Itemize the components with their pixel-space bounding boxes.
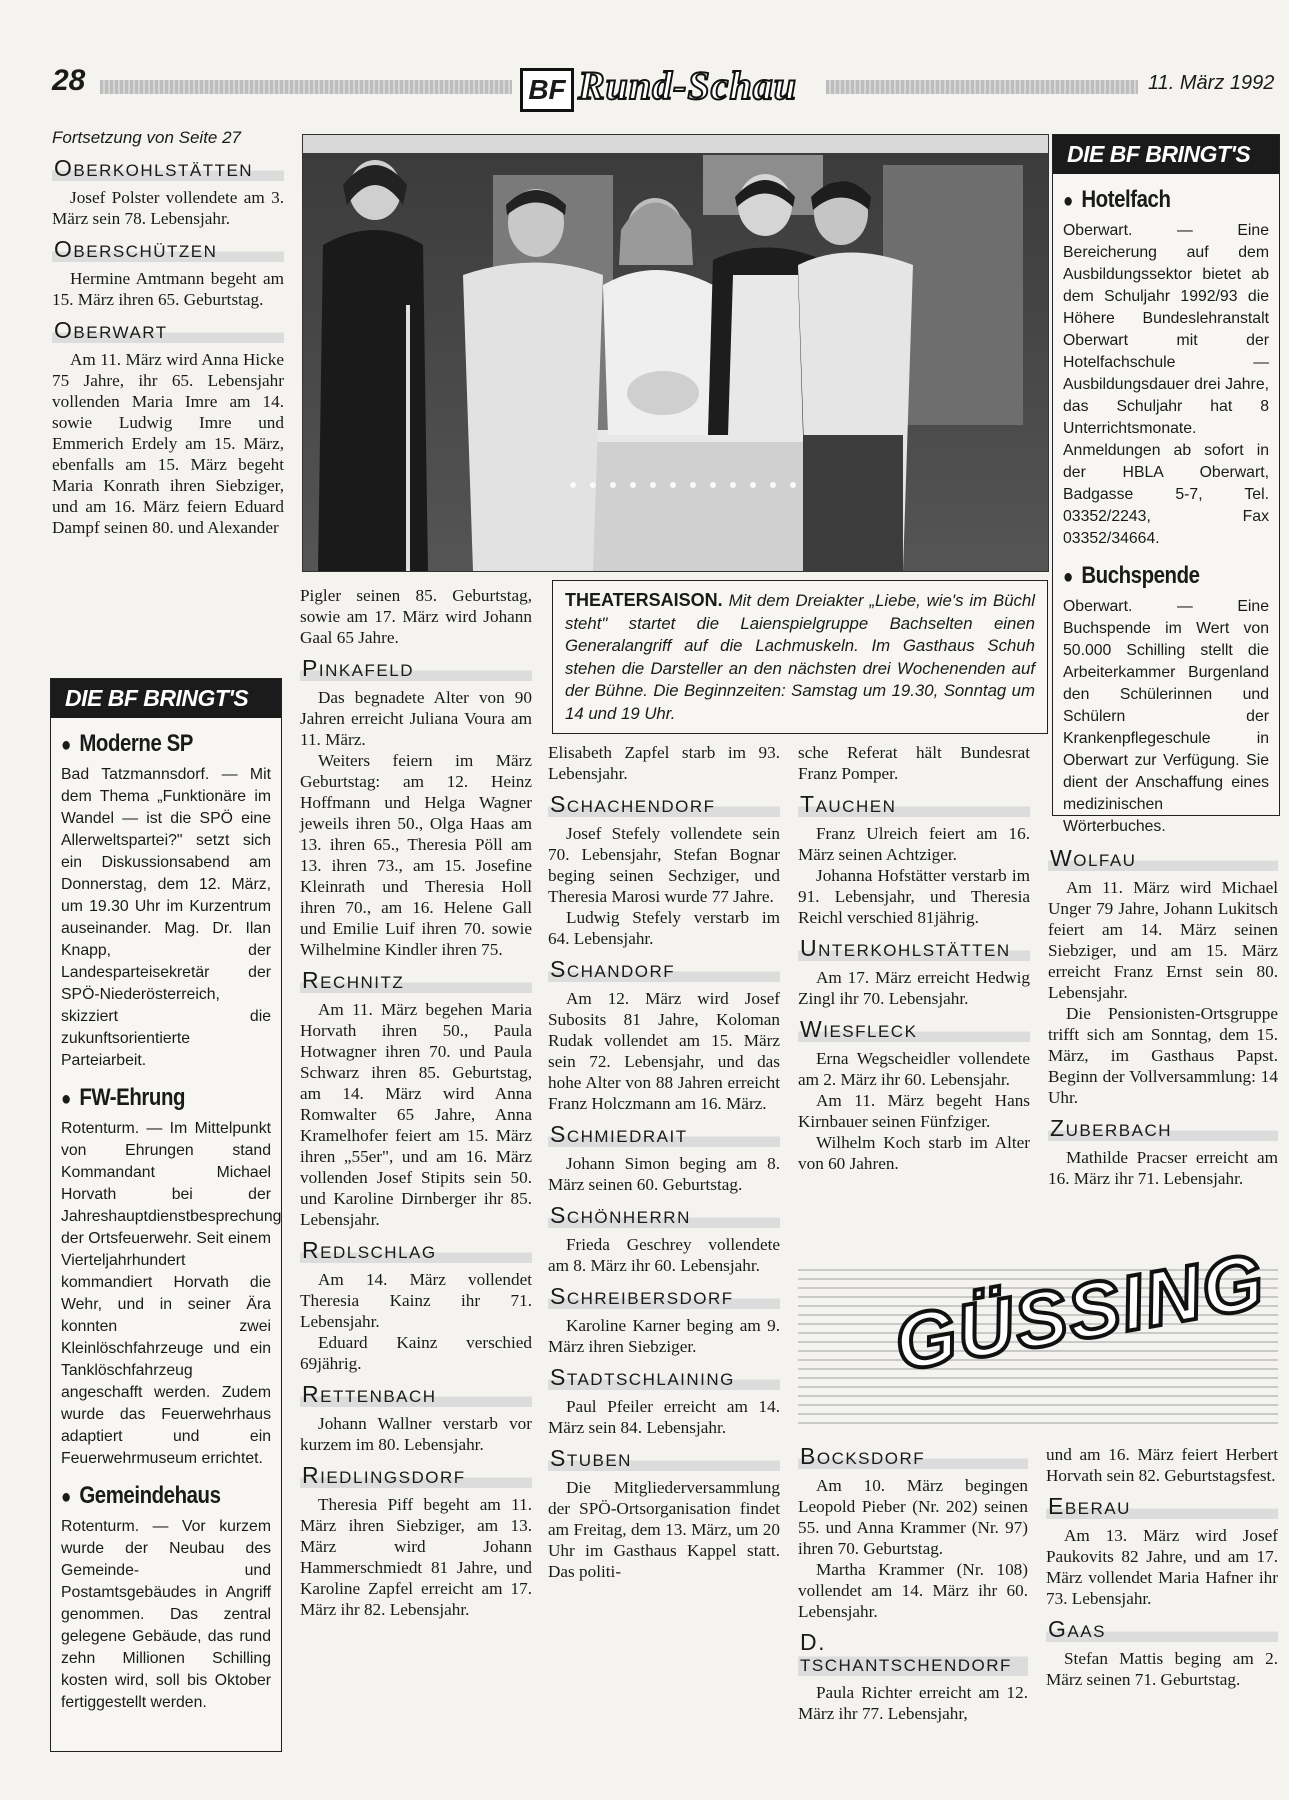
town-heading: OBERKOHLSTÄTTEN xyxy=(52,156,284,181)
town-paragraph: Franz Ulreich feiert am 16. März seinen Achtziger. xyxy=(798,824,1030,864)
column-6 xyxy=(798,1436,1028,1724)
town-paragraph: Paula Richter erreicht am 12. März ihr 77. Lebensjahr, xyxy=(798,1683,1028,1723)
article-continuation: Pigler seinen 85. Geburtstag, sowie am 17. März wird Johann Gaal 65 Jahre. xyxy=(300,586,532,647)
town-paragraph: Am 14. März vollendet Theresia Kainz ihr 71. Lebensjahr. xyxy=(300,1270,532,1331)
column-6-text xyxy=(798,1444,1028,1724)
town-paragraph: Am 12. März wird Josef Subosits 81 Jahre, Koloman Rudak vollendet am 15. März sein 72. Lebensjahr, und das hohe Alter von 88 Jahren erreicht Franz Holczmann am 16. März. xyxy=(548,989,780,1113)
town-heading: REDLSCHLAG xyxy=(300,1238,532,1263)
column-5-text xyxy=(1048,846,1278,1189)
town-paragraph: Johann Wallner verstarb vor kurzem im 80. Lebensjahr. xyxy=(300,1414,532,1454)
promo-box-items xyxy=(51,730,281,1714)
town-heading: UNTERKOHLSTÄTTEN xyxy=(798,936,1030,961)
town-paragraph: Mathilde Pracser erreicht am 16. März ihr 71. Lebensjahr. xyxy=(1048,1148,1278,1188)
region-banner: GÜSSING xyxy=(888,1236,1272,1388)
town-paragraph: Paul Pfeiler erreicht am 14. März sein 84. Lebensjahr. xyxy=(548,1397,780,1437)
town-paragraph: Erna Wegscheidler vollendete am 2. März ihr 60. Lebensjahr. xyxy=(798,1049,1030,1089)
article-continuation: Elisabeth Zapfel starb im 93. Lebensjahr. xyxy=(548,743,780,783)
town-heading: GAAS xyxy=(1046,1617,1278,1642)
photo-caption xyxy=(552,580,1048,734)
header-rule-right xyxy=(826,80,1138,94)
column-1 xyxy=(52,128,284,538)
column-3 xyxy=(548,742,780,1582)
theatre-photo xyxy=(302,134,1049,572)
town-heading: EBERAU xyxy=(1046,1494,1278,1519)
town-paragraph: Am 10. März begingen Leopold Pieber (Nr. 202) seinen 55. und Anna Krammer (Nr. 97) ihren 70. Geburtstag. xyxy=(798,1476,1028,1558)
page-number: 28 xyxy=(52,64,86,97)
promo-item-heading: ● Hotelfach xyxy=(1063,186,1247,214)
town-heading: SCHANDORF xyxy=(548,957,780,982)
promo-item-heading: ● Moderne SP xyxy=(61,730,248,758)
town-paragraph: Das begnadete Alter von 90 Jahren erreicht Juliana Voura am 11. März. xyxy=(300,688,532,749)
town-heading: TAUCHEN xyxy=(798,792,1030,817)
town-heading: STADTSCHLAINING xyxy=(548,1365,780,1390)
promo-box-title: DIE BF BRINGT'S xyxy=(51,679,281,718)
column-2-text xyxy=(300,585,532,1620)
town-paragraph: Johanna Hofstätter verstarb im 91. Lebensjahr, und Theresia Reichl verschied 81jährig. xyxy=(798,866,1030,927)
logo-badge: BF xyxy=(520,68,574,112)
town-heading: STUBEN xyxy=(548,1446,780,1471)
town-paragraph: Am 11. März begeht Hans Kirnbauer seinen Fünfziger. xyxy=(798,1091,1030,1131)
logo-wordmark: Rund-Schau xyxy=(578,63,797,108)
town-heading: PINKAFELD xyxy=(300,656,532,681)
town-paragraph: Wilhelm Koch starb im Alter von 60 Jahren. xyxy=(798,1133,1030,1173)
column-7 xyxy=(1046,1444,1278,1690)
promo-box-items xyxy=(1053,186,1279,838)
town-paragraph: Theresia Piff begeht am 11. März ihren Siebziger, am 13. März wird Johann Hammerschmiedt 81 Jahre, und Karoline Zapfel erreicht am 17. März ihr 82. Lebensjahr. xyxy=(300,1495,532,1619)
continued-note: Fortsetzung von Seite 27 xyxy=(52,128,242,147)
promo-box-left xyxy=(50,678,282,1752)
town-paragraph: Am 13. März wird Josef Paukovits 82 Jahre, und am 17. März vollendet Maria Hafner ihr 73. Lebensjahr. xyxy=(1046,1526,1278,1608)
town-heading: SCHMIEDRAIT xyxy=(548,1122,780,1147)
town-paragraph: Josef Polster vollendete am 3. März sein 78. Lebensjahr. xyxy=(52,188,284,228)
town-paragraph: Hermine Amtmann begeht am 15. März ihren 65. Geburtstag. xyxy=(52,269,284,309)
article-continuation: und am 16. März feiert Herbert Horvath sein 82. Geburtstagsfest. xyxy=(1046,1445,1278,1485)
promo-item-heading: ● Gemeindehaus xyxy=(61,1482,248,1510)
promo-box-right xyxy=(1052,134,1280,835)
town-paragraph: Karoline Karner beging am 9. März ihren Siebziger. xyxy=(548,1316,780,1356)
promo-item-text: Rotenturm. — Vor kurzem wurde der Neubau des Gemeinde- und Postamtsgebäudes in Angriff genommen. Das zentral gelegene Gebäude, das rund zehn Millionen Schilling kosten wird, soll bis Oktober fertiggestellt werden. xyxy=(61,1518,271,1711)
column-4-text xyxy=(798,742,1030,1174)
town-heading: SCHREIBERSDORF xyxy=(548,1284,780,1309)
caption-lead: THEATERSAISON. xyxy=(565,590,723,610)
town-heading: SCHACHENDORF xyxy=(548,792,780,817)
column-5 xyxy=(1048,838,1278,1189)
promo-item-heading: ● Buchspende xyxy=(1063,562,1247,590)
town-heading: WIESFLECK xyxy=(798,1017,1030,1042)
town-paragraph: Die Pensionisten-Ortsgruppe trifft sich am Sonntag, dem 15. März, im Gasthaus Papst. Beginn der Vollversammlung: 14 Uhr. xyxy=(1048,1004,1278,1107)
town-paragraph: Am 11. März begehen Maria Horvath ihren 50., Paula Hotwagner ihren 70. und Paula Schwarz ihren 85. Geburtstag, am 14. März wird Anna Romwalter 65 Jahre, Anna Kramelhofer feiert am 15. März ihren „55er", und am 16. März vollenden Josef Stipits sein 50. und Karoline Dirnberger ihr 85. Lebensjahr. xyxy=(300,1000,532,1229)
town-heading: SCHÖNHERRN xyxy=(548,1203,780,1228)
town-heading: OBERSCHÜTZEN xyxy=(52,237,284,262)
town-paragraph: Johann Simon beging am 8. März seinen 60. Geburtstag. xyxy=(548,1154,780,1194)
promo-item-text: Bad Tatzmannsdorf. — Mit dem Thema „Funktionäre im Wandel — ist die SPÖ eine Allerweltspartei?" setzt sich ein Diskussionsabend am Donnerstag, dem 12. März, um 19.30 Uhr im Kurzentrum auseinander. Mag. Dr. Ilan Knapp, der Landesparteisekretär der SPÖ-Niederösterreich, skizziert die zukunftsorientierte Parteiarbeit. xyxy=(61,766,271,1069)
town-paragraph: Frieda Geschrey vollendete am 8. März ihr 60. Lebensjahr. xyxy=(548,1235,780,1275)
photo-illustration xyxy=(303,135,1048,571)
town-paragraph: Am 11. März wird Michael Unger 79 Jahre, Johann Lukitsch feiert am 14. März seinen Siebziger, und am 15. März erreicht Franz Ernst sein 80. Lebensjahr. xyxy=(1048,878,1278,1002)
town-paragraph: Am 11. März wird Anna Hicke 75 Jahre, ihr 65. Lebensjahr vollenden Maria Imre am 14. sowie Ludwig Imre und Emmerich Erdely am 15. März, ebenfalls am 15. März begeht Maria Konrath ihren Siebziger, und am 16. März feiern Eduard Dampf seinen 80. und Alexander xyxy=(52,350,284,537)
column-7-text xyxy=(1046,1444,1278,1690)
town-paragraph: Weiters feiern im März Geburtstag: am 12. Heinz Hoffmann und Helga Wagner jeweils ihren 50., Olga Haas am 13. ihren 65., Theresia Pöll am 13. ihren 73., am 15. Josefine Kleinrath und Theresia Holl ihren 70., am 16. Helene Gall und Emilie Luif ihren 70. sowie Wilhelmine Kindler ihren 75. xyxy=(300,751,532,959)
promo-item-heading: ● FW-Ehrung xyxy=(61,1084,248,1112)
header-rule-left xyxy=(100,80,512,94)
town-heading: ZUBERBACH xyxy=(1048,1116,1278,1141)
town-paragraph: Ludwig Stefely verstarb im 64. Lebensjahr. xyxy=(548,908,780,948)
town-heading: RETTENBACH xyxy=(300,1382,532,1407)
column-3-text xyxy=(548,742,780,1582)
promo-box-title: DIE BF BRINGT'S xyxy=(1053,135,1279,174)
town-paragraph: Eduard Kainz verschied 69jährig. xyxy=(300,1333,532,1373)
town-paragraph: Am 17. März erreicht Hedwig Zingl ihr 70. Lebensjahr. xyxy=(798,968,1030,1008)
town-paragraph: Stefan Mattis beging am 2. März seinen 71. Geburtstag. xyxy=(1046,1649,1278,1689)
column-2 xyxy=(300,585,532,1620)
town-heading: OBERWART xyxy=(52,318,284,343)
town-paragraph: Die Mitgliederversammlung der SPÖ-Ortsorganisation findet am Freitag, dem 13. März, um 20 Uhr im Gasthaus Kappel statt. Das politi- xyxy=(548,1478,780,1581)
promo-item-text: Oberwart. — Eine Buchspende im Wert von 50.000 Schilling stellt die Arbeiterkammer Burgenland den Schülerinnen und Schülern der Krankenpflegeschule in Oberwart zur Verfügung. Sie dient der Anschaffung eines medizinischen Wörterbuches. xyxy=(1063,598,1269,835)
town-heading: BOCKSDORF xyxy=(798,1444,1028,1469)
town-paragraph: Josef Stefely vollendete sein 70. Lebensjahr, Stefan Bognar beging seinen Sechziger, und Theresia Marosi wurde 77 Jahre. xyxy=(548,824,780,906)
town-paragraph: Martha Krammer (Nr. 108) vollendet am 14. März ihr 60. Lebensjahr. xyxy=(798,1560,1028,1621)
promo-item-text: Rotenturm. — Im Mittelpunkt von Ehrungen stand Kommandant Michael Horvath bei der Jahreshauptdienstbesprechung der Ortsfeuerwehr. Seit einem Vierteljahrhundert kommandiert Horvath die Wehr, und in seiner Ära konnten zwei Kleinlöschfahrzeuge und ein Tanklöschfahrzeug angeschafft werden. Zudem wurde das Feuerwehrhaus adaptiert und ein Feuerwehrmuseum errichtet. xyxy=(61,1120,282,1467)
column-4 xyxy=(798,742,1030,1174)
article-continuation: sche Referat hält Bundesrat Franz Pomper. xyxy=(798,743,1030,783)
issue-date: 11. März 1992 xyxy=(1148,72,1275,94)
column-1-text xyxy=(52,156,284,538)
promo-item-text: Oberwart. — Eine Bereicherung auf dem Ausbildungssektor bietet ab dem Schuljahr 1992/93 die Höhere Bundeslehranstalt Oberwart mit der Hotelfachschule — Ausbildungsdauer drei Jahre, das Schuljahr hat 8 Unterrichtsmonate. Anmeldungen ab sofort in der HBLA Oberwart, Badgasse 5-7, Tel. 03352/2243, Fax 03352/34664. xyxy=(1063,222,1269,547)
town-heading: D. TSCHANTSCHENDORF xyxy=(798,1630,1028,1676)
town-heading: WOLFAU xyxy=(1048,846,1278,871)
caption-text: Mit dem Dreiakter „Liebe, wie's im Büchl steht" startet die Laienspielgruppe Bachselten einen Generalangriff auf die Lachmuskeln. Im Gasthaus Schuh stehen die Darsteller an den nächsten drei Wochenenden auf der Bühne. Die Beginnzeiten: Samstag um 19.30, Sonntag um 14 und 19 Uhr. xyxy=(565,591,1035,723)
town-heading: RECHNITZ xyxy=(300,968,532,993)
town-heading: RIEDLINGSDORF xyxy=(300,1463,532,1488)
